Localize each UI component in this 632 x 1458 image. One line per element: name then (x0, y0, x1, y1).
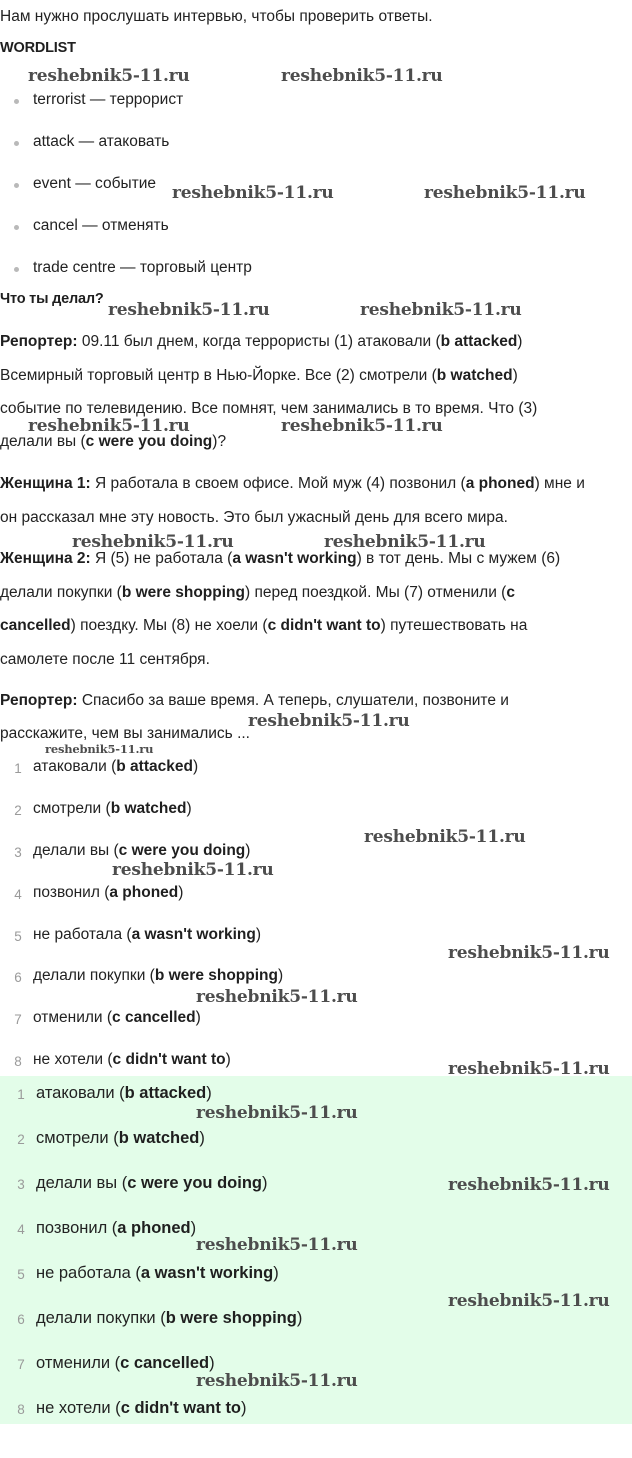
speaker-label: Женщина 2: (0, 550, 91, 567)
wordlist-item: event — событие (33, 175, 156, 192)
dialogue-line (0, 550, 560, 568)
answer-text: делали покупки (b were shopping) (33, 967, 284, 984)
item-number: 4 (17, 1222, 25, 1237)
watermark: reshebnik5-11.ru (72, 532, 234, 552)
answer-text: делали вы (c were you doing) (33, 842, 251, 859)
wordlist-item: trade centre — торговый центр (33, 259, 252, 276)
answer-term: b were shopping (121, 584, 245, 601)
watermark: reshebnik5-11.ru (364, 827, 526, 847)
item-number: 7 (14, 1012, 22, 1027)
watermark: reshebnik5-11.ru (196, 987, 358, 1007)
intro-text: Нам нужно прослушать интервью, чтобы проверить ответы. (0, 8, 433, 25)
dialogue-line: событие по телевидению. Все помнят, чем занимались в то время. Что (3) (0, 400, 538, 417)
answer-text: делали вы (c were you doing) (36, 1174, 268, 1192)
dialogue-line (0, 584, 515, 602)
item-number: 6 (17, 1312, 25, 1327)
item-number: 1 (14, 761, 22, 776)
watermark: reshebnik5-11.ru (248, 711, 410, 731)
watermark: reshebnik5-11.ru (196, 1371, 358, 1391)
bullet-icon (14, 141, 19, 146)
watermark: reshebnik5-11.ru (448, 1059, 610, 1079)
watermark: reshebnik5-11.ru (281, 416, 443, 436)
item-number: 1 (17, 1087, 25, 1102)
watermark: reshebnik5-11.ru (448, 943, 610, 963)
dialogue-line: самолете после 11 сентября. (0, 651, 210, 668)
answer-text: отменили (c cancelled) (33, 1009, 201, 1026)
answer-text: позвонил (a phoned) (36, 1219, 197, 1237)
answer-text: позвонил (a phoned) (33, 884, 184, 901)
watermark: reshebnik5-11.ru (112, 860, 274, 880)
dialogue-text: ) поездку. Мы (8) не хоели ( (70, 617, 268, 634)
answer-text: отменили (c cancelled) (36, 1354, 215, 1372)
item-number: 2 (14, 803, 22, 818)
item-number: 2 (17, 1132, 25, 1147)
dialogue-line: расскажите, чем вы занимались ... (0, 725, 250, 742)
item-number: 8 (17, 1402, 25, 1417)
watermark: reshebnik5-11.ru (108, 300, 270, 320)
dialogue-line (0, 475, 585, 493)
answer-text: не хотели (c didn't want to) (36, 1399, 247, 1417)
speaker-label: Репортер: (0, 333, 78, 350)
bullet-icon (14, 183, 19, 188)
answer-text: делали покупки (b were shopping) (36, 1309, 303, 1327)
answer-term: a phoned (465, 475, 535, 492)
watermark: reshebnik5-11.ru (28, 66, 190, 86)
item-number: 5 (14, 929, 22, 944)
wordlist-item: attack — атаковать (33, 133, 170, 150)
watermark: reshebnik5-11.ru (28, 416, 190, 436)
dialogue-text: 09.11 был днем, когда террористы (1) атаковали ( (81, 333, 441, 350)
answer-term: c (506, 584, 515, 601)
question-heading: Что ты делал? (0, 291, 104, 307)
item-number: 3 (17, 1177, 25, 1192)
dialogue-text: делали покупки ( (0, 584, 122, 601)
dialogue-text: ) (517, 333, 523, 350)
answer-term: cancelled (0, 617, 71, 634)
speaker-label: Женщина 1: (0, 475, 91, 492)
dialogue-text: Я (5) не работала ( (94, 550, 233, 567)
answer-term: b attacked (440, 333, 518, 350)
answer-term: a wasn't working (232, 550, 357, 567)
answer-text: не работала (a wasn't working) (36, 1264, 279, 1282)
watermark: reshebnik5-11.ru (360, 300, 522, 320)
dialogue-text: Всемирный торговый центр в Нью-Йорке. Все (2) смотрели ( (0, 367, 437, 384)
answer-term: c were you doing (85, 433, 213, 450)
dialogue-text: ) перед поездкой. Мы (7) отменили ( (245, 584, 507, 601)
watermark: reshebnik5-11.ru (324, 532, 486, 552)
dialogue-line: он рассказал мне эту новость. Это был ужасный день для всего мира. (0, 509, 508, 526)
answer-text: не работала (a wasn't working) (33, 926, 262, 943)
bullet-icon (14, 99, 19, 104)
dialogue-text: )? (212, 433, 227, 450)
answer-term: c didn't want to (267, 617, 381, 634)
watermark: reshebnik5-11.ru (196, 1103, 358, 1123)
watermark: reshebnik5-11.ru (424, 183, 586, 203)
watermark: reshebnik5-11.ru (172, 183, 334, 203)
dialogue-line (0, 692, 509, 710)
watermark: reshebnik5-11.ru (45, 742, 154, 756)
answer-term: b watched (436, 367, 513, 384)
answer-text: атаковали (b attacked) (33, 758, 199, 775)
watermark: reshebnik5-11.ru (196, 1235, 358, 1255)
item-number: 4 (14, 887, 22, 902)
speaker-label: Репортер: (0, 692, 78, 709)
dialogue-text: делали вы ( (0, 433, 86, 450)
bullet-icon (14, 267, 19, 272)
dialogue-text: ) в тот день. Мы с мужем (6) (356, 550, 561, 567)
watermark: reshebnik5-11.ru (281, 66, 443, 86)
item-number: 5 (17, 1267, 25, 1282)
wordlist-heading: WORDLIST (0, 40, 76, 56)
item-number: 8 (14, 1054, 22, 1069)
wordlist-item: terrorist — террорист (33, 91, 184, 108)
answer-text: смотрели (b watched) (36, 1129, 205, 1147)
dialogue-text: ) (512, 367, 518, 384)
dialogue-line (0, 367, 518, 385)
bullet-icon (14, 225, 19, 230)
item-number: 7 (17, 1357, 25, 1372)
dialogue-line (0, 617, 527, 635)
dialogue-text: ) путешествовать на (380, 617, 528, 634)
answer-text: атаковали (b attacked) (36, 1084, 212, 1102)
answer-text: смотрели (b watched) (33, 800, 192, 817)
item-number: 6 (14, 970, 22, 985)
dialogue-text: ) мне и (534, 475, 585, 492)
answer-text: не хотели (c didn't want to) (33, 1051, 231, 1068)
watermark: reshebnik5-11.ru (448, 1175, 610, 1195)
wordlist-item: cancel — отменять (33, 217, 169, 234)
item-number: 3 (14, 845, 22, 860)
watermark: reshebnik5-11.ru (448, 1291, 610, 1311)
dialogue-line (0, 333, 522, 351)
dialogue-text: Я работала в своем офисе. Мой муж (4) позвонил ( (94, 475, 466, 492)
dialogue-line (0, 433, 226, 451)
dialogue-text: Спасибо за ваше время. А теперь, слушатели, позвоните и (81, 692, 509, 709)
